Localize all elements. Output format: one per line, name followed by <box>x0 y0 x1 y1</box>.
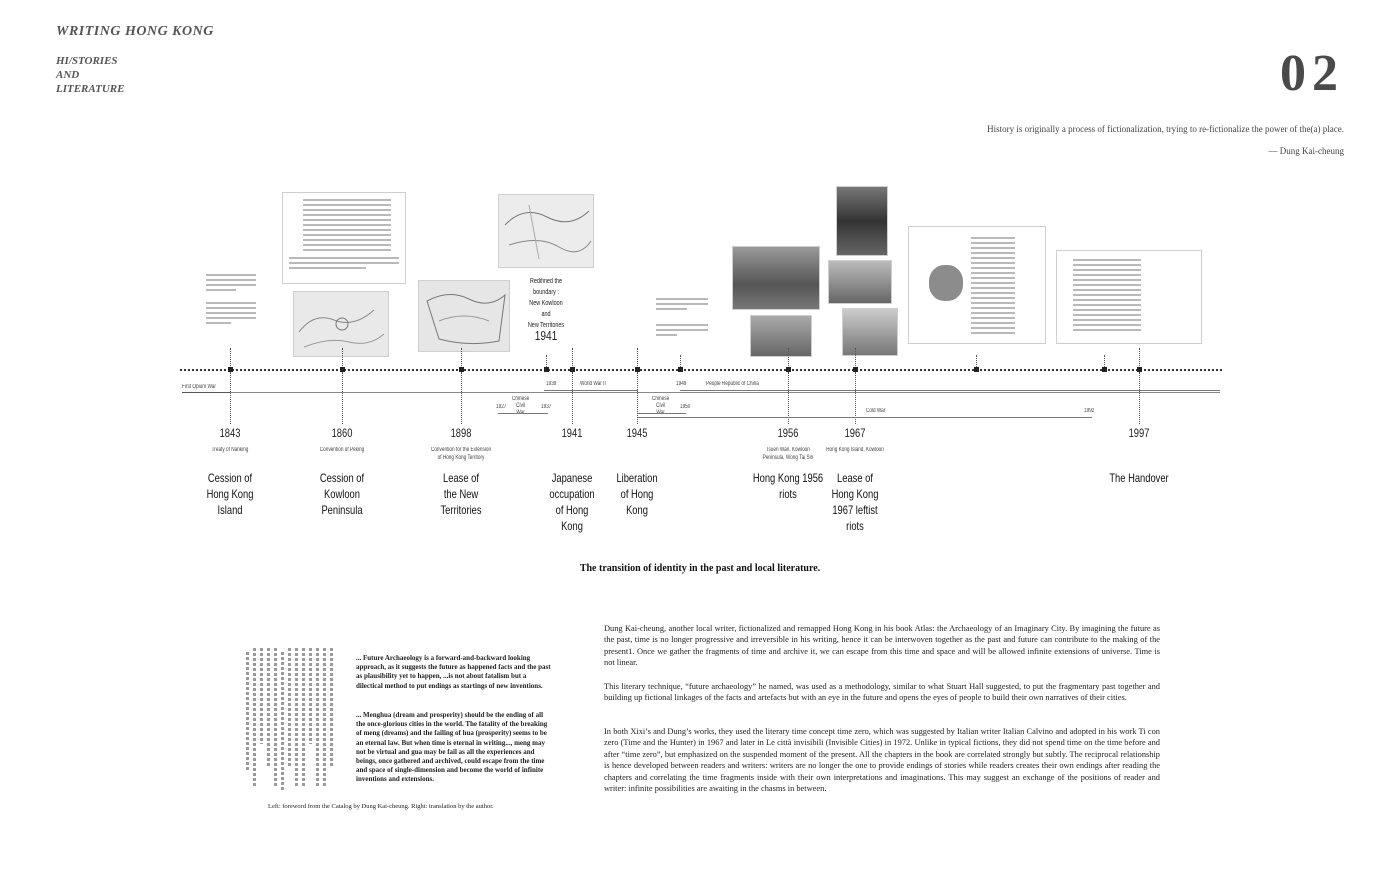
riot-photo-1 <box>732 246 820 310</box>
event-title: Hong Kong 1956 riots <box>752 471 824 501</box>
timeline-tick <box>461 372 462 424</box>
subtitle-line: AND <box>56 69 80 81</box>
foreword-text-column <box>253 648 256 786</box>
chinese-foreword-image <box>246 648 336 790</box>
archive-document-image-1997 <box>1056 250 1202 344</box>
timeline-tick <box>342 348 343 366</box>
foreword-text-column <box>316 648 319 786</box>
foreword-text-column <box>323 648 326 786</box>
map-annotation-line: Redifined the <box>529 278 563 285</box>
range-1843-1997 <box>230 392 1220 393</box>
timeline-axis <box>180 369 1222 371</box>
timeline-tick <box>230 348 231 366</box>
timeline-node <box>974 367 979 372</box>
archive-text-image-1843 <box>200 270 262 342</box>
timeline-tick <box>342 372 343 424</box>
riot-photo-5 <box>842 308 898 356</box>
range-year: 1992 <box>1084 408 1095 414</box>
event-title: Lease of Hong Kong 1967 leftist riots <box>831 471 879 533</box>
timeline-tick <box>788 348 789 366</box>
archive-document-image-1860 <box>282 192 406 284</box>
riot-photo-4 <box>828 260 892 304</box>
doc-title: WRITING HONG KONG <box>56 24 214 39</box>
map-annotation-year: 1941 <box>534 328 558 343</box>
page-number: 02 <box>1280 45 1344 102</box>
map-annotation-line: and <box>541 311 551 318</box>
range-year: 1937 <box>541 404 552 410</box>
timeline-tick <box>1139 348 1140 366</box>
map-sketch-icon <box>499 195 594 268</box>
range-label: Cold War <box>866 408 886 414</box>
map-sketch-icon <box>419 281 510 352</box>
timeline-tick <box>230 372 231 424</box>
timeline-tick <box>1104 355 1105 367</box>
event-note: Tsuen Wan, Kowloon Peninsula, Wong Tai Sin <box>762 447 814 461</box>
archive-text-image-1949 <box>650 296 714 344</box>
event-year: 1843 <box>219 426 241 440</box>
foreword-text-column <box>302 648 305 786</box>
foreword-text-column <box>274 648 277 786</box>
range-ww2 <box>544 390 638 391</box>
timeline-caption: The transition of identity in the past and local literature. <box>579 563 821 574</box>
foreword-text-column <box>330 648 333 768</box>
event-title: Cession of Hong Kong Island <box>206 471 254 517</box>
boundary-map-image <box>498 194 594 268</box>
range-prc <box>680 390 1220 391</box>
timeline-tick <box>680 355 681 367</box>
timeline-tick <box>855 348 856 366</box>
epigraph-quote: History is originally a process of fictionalization, trying to re-fictionalize the power of the(a) place. <box>987 124 1344 134</box>
foreword-text-column <box>267 648 270 768</box>
timeline-tick <box>637 348 638 366</box>
range-first-opium-war <box>182 392 230 393</box>
timeline-node <box>544 367 549 372</box>
translation-caption: Left: foreword from the Catalog by Dung Kai-cheung. Right: translation by the author. <box>268 803 494 810</box>
event-title: Liberation of Hong Kong <box>616 471 658 517</box>
event-title: Cession of Kowloon Peninsula <box>319 471 365 517</box>
timeline-tick <box>572 372 573 424</box>
event-note: Hong Kong Island, Kowloon <box>826 447 884 453</box>
foreword-text-column <box>309 648 312 744</box>
translation-para-2: ... Menghua (dream and prosperity) should be the ending of all the once-glorious cities in the world. The fatality of the breaking of meng (dreams) and the failing of hua (prosperity) seems to be an eternal law. But when time is eternal in writing..., meng may not be virtual and gua may be fail as all the experiences and beings, once gathered and archived, could escape from the time and space of single-dimension and become the world of infinite inventions and extensions. <box>356 711 548 784</box>
timeline-tick <box>1139 372 1140 424</box>
archive-document-image-1967 <box>908 226 1046 344</box>
range-label: Chinese Civil War <box>652 396 670 416</box>
riot-photo-2 <box>750 315 812 357</box>
event-note: Convention of Peking <box>319 447 365 453</box>
timeline-node <box>678 367 683 372</box>
event-note: Treaty of Nanking <box>211 447 249 453</box>
event-year: 1945 <box>626 426 648 440</box>
subtitle-line: HI/STORIES <box>56 55 118 67</box>
range-year: 1927 <box>496 404 507 410</box>
map-annotation <box>523 276 570 331</box>
kowloon-map-image <box>293 291 389 357</box>
map-annotation-line: New Territories <box>527 322 565 329</box>
map-annotation-line: New Kowloon <box>529 300 563 307</box>
range-year: 1939 <box>546 381 557 387</box>
foreword-text-column <box>295 648 298 786</box>
translation-para-1: ... Future Archaeology is a forward-and-backward looking approach, as it suggests the future as happened facts and the past as plausibility yet to happen, ...is not about fatalism but a dilectical method to put endings as startings of new inventions. <box>356 654 551 690</box>
timeline-tick <box>976 355 977 367</box>
body-para-3: In both Xixi’s and Dung’s works, they used the literary time concept time zero, which was suggested by Italian writer Italian Calvino and adopted in his work Ti con zero (Time and the Hunter) in 1967 and later in Le città invisibili (Invisible Cities) in 1972. Unlike in typical fictions, they did not spend time on the time before and after “time zero”, but emphasized on the suspended moment of the present. All the chapters in the book are correlated strongly but subtly. The reciprocal relationship is hence developed between readers and writers: writers are no longer the one to provide endings of stories while readers creates their own endings after reading the chapters and correlating the time fragments inside with their own interpretations and imaginations. This may suggest an exchange of the positions of reader and writer: infinite possibilities are awaiting in the chasms in between. <box>604 727 1160 794</box>
event-year: 1956 <box>777 426 799 440</box>
foreword-text-column <box>246 652 249 772</box>
event-note: Convention for the Extension of Hong Kong Territory <box>430 447 492 461</box>
epigraph-author: — Dung Kai-cheung <box>1268 146 1344 156</box>
range-year: 1950 <box>680 404 691 410</box>
event-year: 1997 <box>1128 426 1150 440</box>
subtitle-line: LITERATURE <box>56 83 125 95</box>
timeline-tick <box>546 355 547 367</box>
foreword-text-column <box>281 652 284 790</box>
event-year: 1967 <box>844 426 866 440</box>
range-label: World War II <box>580 381 606 387</box>
body-para-1: Dung Kai-cheung, another local writer, fictionalized and remapped Hong Kong in his book Atlas: the Archaeology of an Imaginary City. By imagining the future as the past, time is no longer progressive and irreversible in his writing, hence it can be interwoven together as the past and future can contribute to the making of the present1. Once we gather the fragments of time and archive it, we can escape from this time and space and will be allowed infinite extensions of universe. Time is not linear. <box>604 624 1160 668</box>
timeline-tick <box>461 348 462 366</box>
new-territories-map-image <box>418 280 510 352</box>
range-label: Chinese Civil War <box>512 396 530 416</box>
foreword-text-column <box>288 648 291 768</box>
event-title: The Handover <box>1109 471 1169 485</box>
range-cold-war <box>638 417 1092 418</box>
range-label: First Opium War <box>182 384 216 390</box>
range-year: 1949 <box>676 381 687 387</box>
body-para-2: This literary technique, “future archaeology” he named, was used as a methodology, similar to what Stuart Hall suggested, to put the fragmentary past together and building up fictional linkages of the facts and artefacts but with an eye in the future and opens the eyes of people to build their own narratives of their cities. <box>604 682 1160 703</box>
foreword-text-column <box>260 648 263 744</box>
event-year: 1860 <box>331 426 353 440</box>
event-year: 1898 <box>450 426 472 440</box>
doc-subtitle <box>56 54 124 96</box>
timeline-node <box>1102 367 1107 372</box>
timeline-tick <box>572 348 573 366</box>
stone-artifact-image <box>929 265 963 301</box>
range-label: People Republic of China <box>706 381 759 387</box>
event-title: Japanese occupation of Hong Kong <box>549 471 595 533</box>
event-year: 1941 <box>561 426 583 440</box>
range-civil-war-1 <box>498 413 548 414</box>
riot-photo-3 <box>836 186 888 256</box>
event-title: Lease of the New Territories <box>440 471 482 517</box>
map-annotation-line: boundary : <box>533 289 559 296</box>
range-civil-war-2 <box>638 413 686 414</box>
